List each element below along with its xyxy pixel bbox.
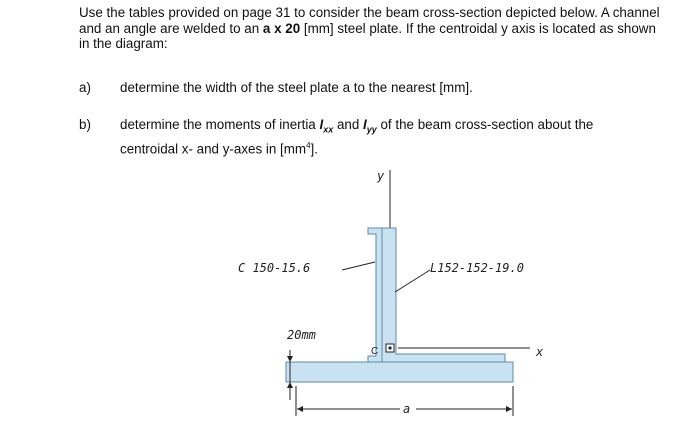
iyy-subscript: yy [366,124,377,135]
part-a-text: determine the width of the steel plate a to the nearest [mm]. [120,80,473,95]
mm-exponent: 4 [306,141,311,151]
width-arrow-left [297,406,303,412]
angle-label: L152-152-19.0 [430,261,524,275]
width-arrow-right [506,406,512,412]
intro-text-2: [mm] steel plate. If the centroidal y axis is located as shown in the diagram: [79,20,656,51]
channel-label: C 150-15.6 [238,261,311,275]
part-b-text-2: and [333,117,364,132]
part-b-text-3: of the beam cross-section about the centroidal x- and y-axes in [mm [120,117,594,157]
centroid-dot [388,346,391,349]
angle-section [382,228,505,362]
ixx-subscript: xx [323,124,334,135]
plate-thickness-label: 20mm [287,328,316,342]
width-label: a [403,402,411,416]
intro-plate-dims: a x 20 [262,20,301,36]
part-b-text-4: ]. [310,141,318,157]
angle-leader [395,270,430,292]
thickness-arrow-top [287,356,293,362]
iyy-symbol: I [363,117,367,132]
part-b-text-1: determine the moments of inertia [120,117,320,132]
ixx-symbol: I [319,117,324,132]
channel-leader [342,262,375,270]
y-axis-label: y [377,169,385,183]
centroid-label: C [371,346,379,357]
intro-text-1: Use the tables provided on page 31 to consider the beam cross-section depicted below. A channel and an angle are welded to an [79,5,660,36]
thickness-arrow-bottom [287,382,293,388]
part-b-label: b) [79,117,91,132]
steel-plate [286,362,513,382]
channel-section [368,228,382,362]
part-a-label: a) [79,80,91,95]
x-axis-label: x [536,345,544,359]
